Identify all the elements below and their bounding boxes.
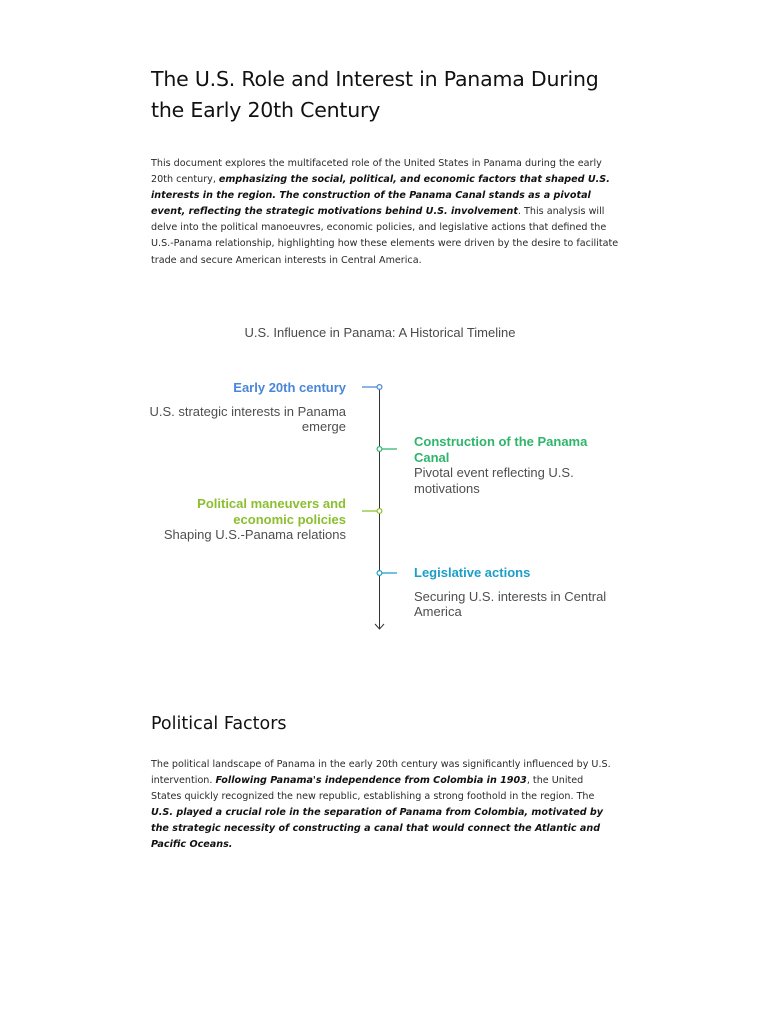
political-emphasis-2: U.S. played a crucial role in the separation of Panama from Colombia, motivated by the strategic necessity of constructing a canal that would connect the Atlantic and Pacific Oceans. [151,807,604,851]
timeline-event-title: Early 20th century [233,380,346,395]
timeline-dot [377,385,382,390]
section-heading-political: Political Factors [151,714,287,734]
intro-paragraph [151,156,619,269]
timeline-dot [377,447,382,452]
political-paragraph [151,757,611,854]
timeline-event-2 [414,434,614,496]
political-text-1: The political landscape of Panama in the early 20th century was significantly influenced by U.S. intervention. [151,759,611,787]
political-emphasis-1: Following Panama's independence from Colombia in 1903 [215,775,527,787]
document-title: The U.S. Role and Interest in Panama During the Early 20th Century [151,67,599,122]
timeline-event-title: Construction of the Panama Canal [414,434,588,465]
timeline-event-title: Legislative actions [414,565,531,580]
timeline-dot [377,509,382,514]
timeline-event-4 [414,565,614,620]
timeline-event-3 [146,496,346,543]
timeline-event-desc: U.S. strategic interests in Panama emerge [149,403,346,434]
timeline-event-desc: Pivotal event reflecting U.S. motivations [414,465,574,496]
timeline-event-desc: Shaping U.S.-Panama relations [163,527,346,542]
political-text-2: , the United States quickly recognized the new republic, establishing a strong foothold in the region. The [151,775,595,803]
intro-emphasis: emphasizing the social, political, and economic factors that shaped U.S. interests in the region. The construction of the Panama Canal stands as a pivotal event, reflecting the strategic motivations behind U.S. involvement [151,174,610,218]
timeline-dot [377,571,382,576]
timeline-event-title: Political maneuvers and economic policies [197,496,346,527]
intro-text-2: . This analysis will delve into the political manoeuvres, economic policies, and legislative actions that defined the U.S.-Panama relationship, highlighting how these elements were driven by the desire to facilitate trade and secure American interests in Central America. [151,206,619,266]
timeline-event-1 [146,380,346,435]
timeline-title: U.S. Influence in Panama: A Historical Timeline [244,325,516,340]
timeline-arrow-icon [375,624,384,629]
intro-text-1: This document explores the multifaceted role of the United States in Panama during the early 20th century, [151,158,602,186]
timeline-event-desc: Securing U.S. interests in Central America [414,588,607,619]
